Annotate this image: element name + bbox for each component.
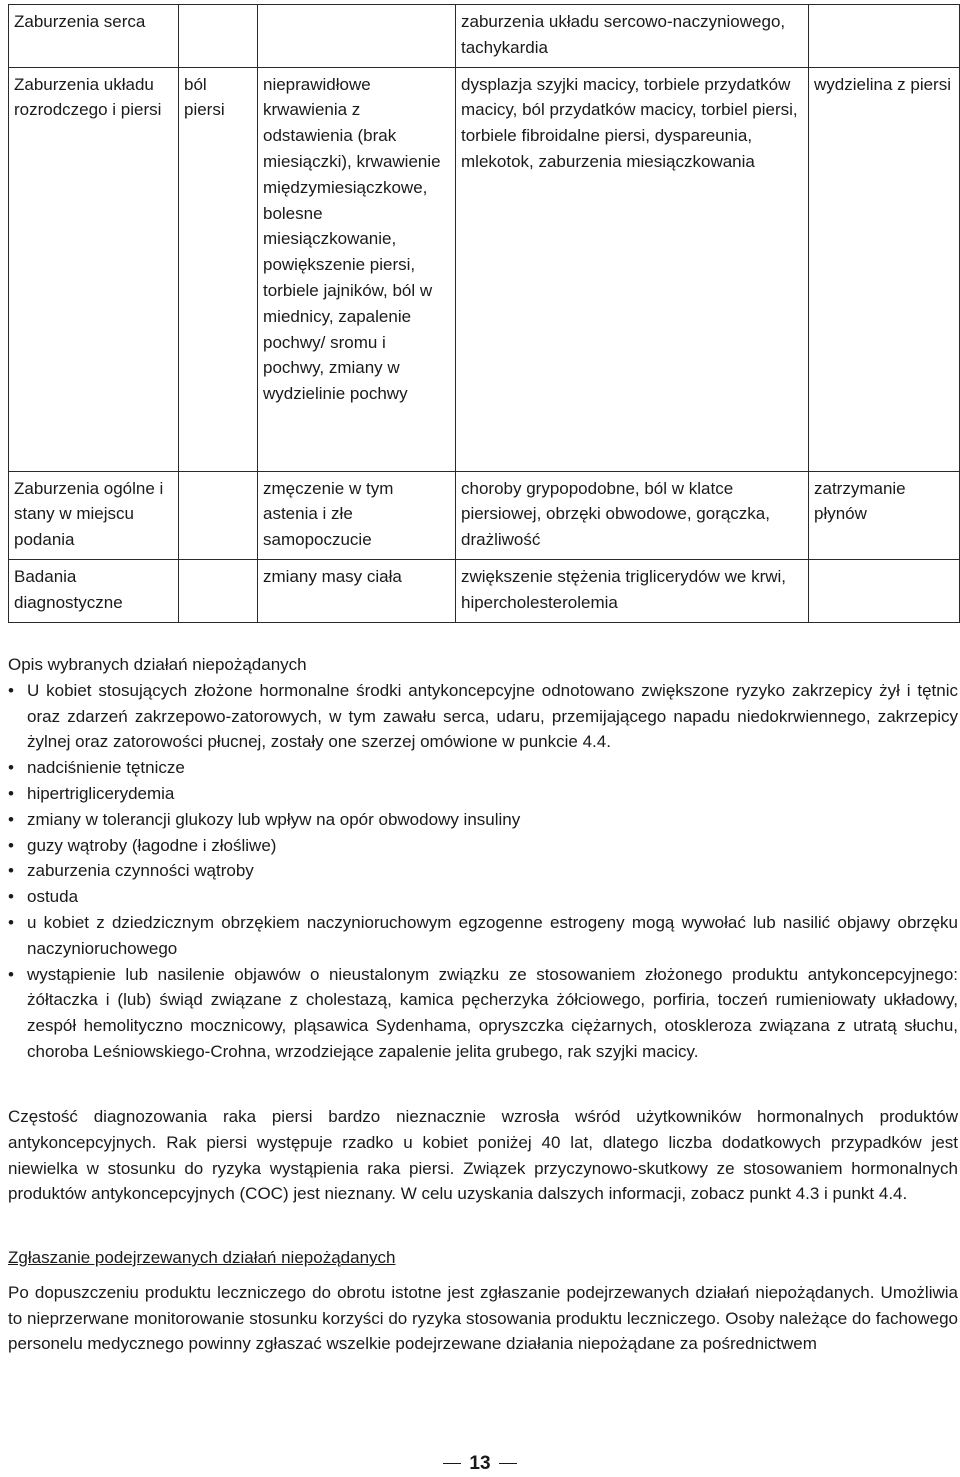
table-row (9, 471, 960, 559)
page-number-value: 13 (469, 1453, 491, 1474)
table-cell: zmiany masy ciała (258, 559, 456, 622)
table-cell: nieprawidłowe krwawienia z odstawienia (brak miesiączki), krwawienie międzymiesiączkowe, bolesne miesiączkowanie, powiększenie piersi, torbiele jajników, ból w miednicy, zapalenie pochwy/ sromu i pochwy, zmiany w wydzielinie pochwy (258, 67, 456, 471)
reporting-section (8, 1245, 958, 1357)
table-cell: Zaburzenia układu rozrodczego i piersi (9, 67, 179, 471)
table-cell: zaburzenia układu sercowo-naczyniowego, tachykardia (456, 5, 809, 68)
list-item: • U kobiet stosujących złożone hormonalne środki antykoncepcyjne odnotowano zwiększone ryzyko zakrzepicy żył i tętnic oraz zdarzeń zakrzepowo-zatorowych, w tym zawału serca, udaru, przemijającego napadu niedokrwiennego, zakrzepicy żylnej oraz zatorowości płucnej, zostały one szerzej omówione w punkcie 4.4. (8, 678, 958, 755)
table-cell: choroby grypopodobne, ból w klatce piersiowej, obrzęki obwodowe, gorączka, drażliwość (456, 471, 809, 559)
list-item: • hipertriglicerydemia (8, 781, 958, 807)
table-row (9, 5, 960, 68)
table-row (9, 559, 960, 622)
table-cell (809, 559, 960, 622)
table-cell: dysplazja szyjki macicy, torbiele przydatków macicy, ból przydatków macicy, torbiel piersi, torbiele fibroidalne piersi, dyspareunia, mlekotok, zaburzenia miesiączkowania (456, 67, 809, 471)
page-number-dash-left (443, 1463, 461, 1464)
table-cell: ból piersi (179, 67, 258, 471)
list-item: • nadciśnienie tętnicze (8, 755, 958, 781)
reporting-heading: Zgłaszanie podejrzewanych działań niepożądanych (8, 1248, 396, 1267)
table-cell (179, 559, 258, 622)
list-item: • u kobiet z dziedzicznym obrzękiem naczynioruchowym egzogenne estrogeny mogą wywołać lub nasilić objawy obrzęku naczynioruchowego (8, 910, 958, 962)
reporting-text: Po dopuszczeniu produktu leczniczego do obrotu istotne jest zgłaszanie podejrzewanych działań niepożądanych. Umożliwia to nieprzerwane monitorowanie stosunku korzyści do ryzyka stosowania produktu leczniczego. Osoby należące do fachowego personelu medycznego powinny zgłaszać wszelkie podejrzewane działania niepożądane za pośrednictwem (8, 1282, 958, 1354)
table-cell: zatrzymanie płynów (809, 471, 960, 559)
breast-cancer-paragraph: Częstość diagnozowania raka piersi bardzo nieznacznie wzrosła wśród użytkowników hormonalnych produktów antykoncepcyjnych. Rak piersi występuje rzadko u kobiet poniżej 40 lat, dlatego liczba dodatkowych przypadków jest niewielka w stosunku do ryzyka wystąpienia raka piersi. Związek przyczynowo-skutkowy ze stosowaniem hormonalnych produktów antykoncepcyjnych (COC) jest nieznany. W celu uzyskania dalszych informacji, zobacz punkt 4.3 i punkt 4.4. (8, 1107, 958, 1204)
table-cell (179, 5, 258, 68)
adverse-reactions-table (8, 4, 960, 623)
table-cell (179, 471, 258, 559)
adverse-effects-list (8, 678, 958, 1065)
page-number-dash-right (499, 1463, 517, 1464)
table-cell: zmęczenie w tym astenia i złe samopoczucie (258, 471, 456, 559)
list-item: • ostuda (8, 884, 958, 910)
table-cell: zwiększenie stężenia triglicerydów we krwi, hipercholesterolemia (456, 559, 809, 622)
table-cell (809, 5, 960, 68)
page-number (0, 1453, 960, 1475)
list-item: • wystąpienie lub nasilenie objawów o nieustalonym związku ze stosowaniem złożonego produktu antykoncepcyjnego: żółtaczka i (lub) świąd związane z cholestazą, kamica pęcherzyka żółciowego, porfiria, toczeń rumieniowaty układowy, zespół hemolityczno mocznicowy, pląsawica Sydenhama, opryszczka ciężarnych, otoskleroza związana z utratą słuchu, choroba Leśniowskiego-Crohna, wrzodziejące zapalenie jelita grubego, rak szyjki macicy. (8, 962, 958, 1065)
adverse-effects-section (8, 652, 958, 1065)
table-cell (258, 5, 456, 68)
list-item: • guzy wątroby (łagodne i złośliwe) (8, 833, 958, 859)
list-item: • zaburzenia czynności wątroby (8, 858, 958, 884)
table-cell: Zaburzenia serca (9, 5, 179, 68)
table-cell: Badania diagnostyczne (9, 559, 179, 622)
adverse-effects-heading: Opis wybranych działań niepożądanych (8, 655, 307, 674)
table-cell: wydzielina z piersi (809, 67, 960, 471)
list-item: • zmiany w tolerancji glukozy lub wpływ na opór obwodowy insuliny (8, 807, 958, 833)
table-row (9, 67, 960, 471)
table-cell: Zaburzenia ogólne i stany w miejscu podania (9, 471, 179, 559)
